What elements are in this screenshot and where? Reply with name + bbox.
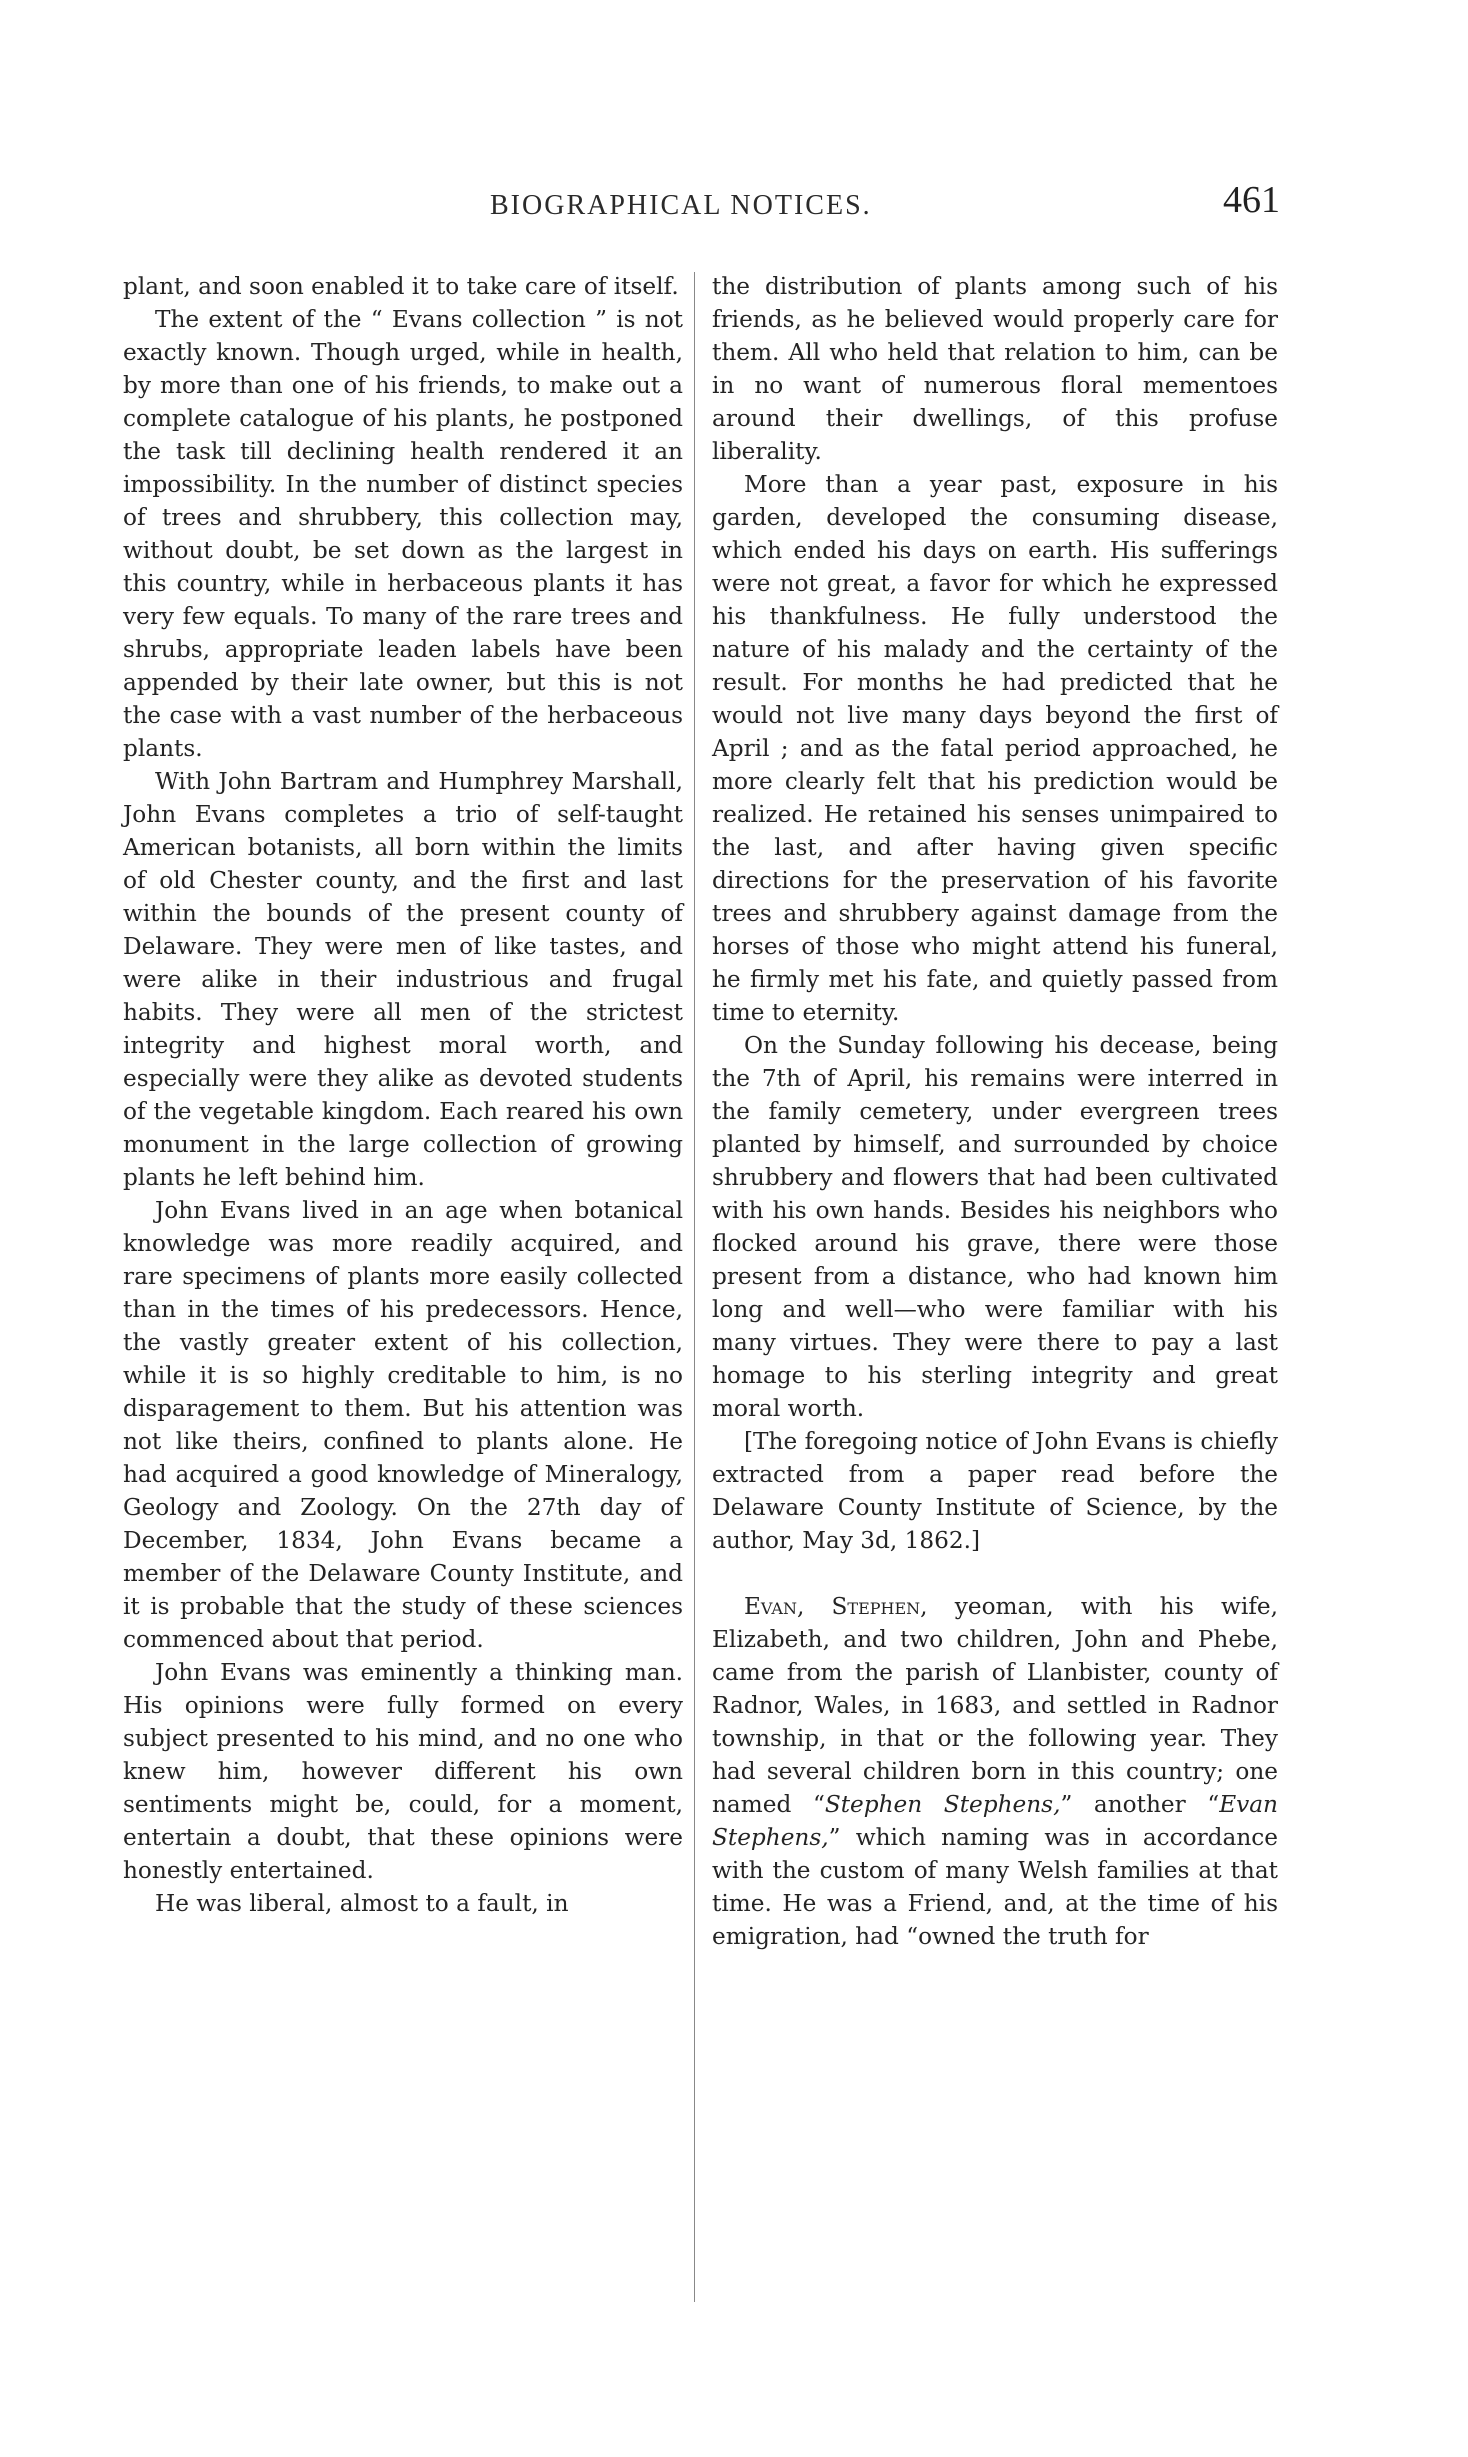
paragraph: The extent of the “ Evans collection ” is not exactly known. Though urged, while in health, by more than one of his friends, to make out a complete catalogue of his plants, he postponed the task till declining health rendered it an impossibility. In the number of distinct species of trees and shrubbery, this collection may, without doubt, be set down as the largest in this country, while in herbaceous plants it has very few equals. To many of the rare trees and shrubs, appropriate leaden labels have been appended by their late owner, but this is not the case with a vast number of the herbaceous plants. xyxy=(123,306,683,762)
paragraph: More than a year past, exposure in his garden, developed the consuming disease, which ended his days on earth. His sufferings were not great, a favor for which he expressed his thankfulness. He fully understood the nature of his malady and the certainty of the result. For months he had predicted that he would not live many days beyond the first of April ; and as the fatal period approached, he more clearly felt that his prediction would be realized. He retained his senses unimpaired to the last, and after having given specific directions for the preservation of his favorite trees and shrubbery against damage from the horses of those who might attend his funeral, he firmly met his fate, and quietly passed from time to eternity. xyxy=(712,471,1278,1026)
entry-name: Evan, Stephen, xyxy=(744,1593,928,1620)
left-column xyxy=(123,270,683,1920)
entry-text: ” another “ xyxy=(1060,1791,1220,1818)
entry-text: yeoman, with his wife, Elizabeth, and two children, John and Phebe, came from the parish of Llanbister, county of Radnor, Wales, in 1683, and settled in Radnor township, in that or the following year. They had several children born in this country; one named “ xyxy=(712,1593,1278,1818)
entry-italic-name: Evan Stephens, xyxy=(712,1791,1278,1851)
editorial-note: [The foregoing notice of John Evans is chiefly extracted from a paper read before the Delaware County Institute of Science, by the author, May 3d, 1862.] xyxy=(712,1428,1278,1554)
right-column xyxy=(712,270,1278,1953)
paragraph: On the Sunday following his decease, being the 7th of April, his remains were interred in the family cemetery, under evergreen trees planted by himself, and surrounded by choice shrubbery and flowers that had been cultivated with his own hands. Besides his neighbors who flocked around his grave, there were those present from a distance, who had known him long and well—who were familiar with his many virtues. They were there to pay a last homage to his sterling integrity and great moral worth. xyxy=(712,1032,1278,1422)
paragraph: John Evans lived in an age when botanical knowledge was more readily acquired, and rare specimens of plants more easily collected than in the times of his predecessors. Hence, the vastly greater extent of his collection, while it is so highly creditable to him, is no disparagement to them. But his attention was not like theirs, confined to plants alone. He had acquired a good knowledge of Mineralogy, Geology and Zoology. On the 27th day of December, 1834, John Evans became a member of the Delaware County Institute, and it is probable that the study of these sciences commenced about that period. xyxy=(123,1197,683,1653)
paragraph: the distribution of plants among such of his friends, as he believed would properly care for them. All who held that relation to him, can be in no want of numerous floral mementoes around their dwellings, of this profuse liberality. xyxy=(712,273,1278,465)
paragraph: With John Bartram and Humphrey Marshall, John Evans completes a trio of self-taught American botanists, all born within the limits of old Chester county, and the first and last within the bounds of the present county of Delaware. They were men of like tastes, and were alike in their industrious and frugal habits. They were all men of the strictest integrity and highest moral worth, and especially were they alike as devoted students of the vegetable kingdom. Each reared his own monument in the large collection of growing plants he left behind him. xyxy=(123,768,683,1191)
paragraph: He was liberal, almost to a fault, in xyxy=(155,1890,569,1917)
running-title: BIOGRAPHICAL NOTICES. xyxy=(490,190,872,221)
paragraph: plant, and soon enabled it to take care of itself. xyxy=(123,273,679,300)
page-number: 461 xyxy=(1223,179,1280,221)
entry-italic-name: Stephen Stephens, xyxy=(824,1791,1061,1818)
running-head xyxy=(120,178,1280,228)
column-divider xyxy=(694,272,695,2302)
entry-text: ” which naming was in accordance with the custom of many Welsh families at that time. He was a Friend, and, at the time of his emigration, had “owned the truth for xyxy=(712,1824,1278,1950)
biographical-entry xyxy=(712,1590,1278,1953)
paragraph: John Evans was eminently a thinking man. His opinions were fully formed on every subject presented to his mind, and no one who knew him, however different his own sentiments might be, could, for a moment, entertain a doubt, that these opinions were honestly entertained. xyxy=(123,1659,683,1884)
